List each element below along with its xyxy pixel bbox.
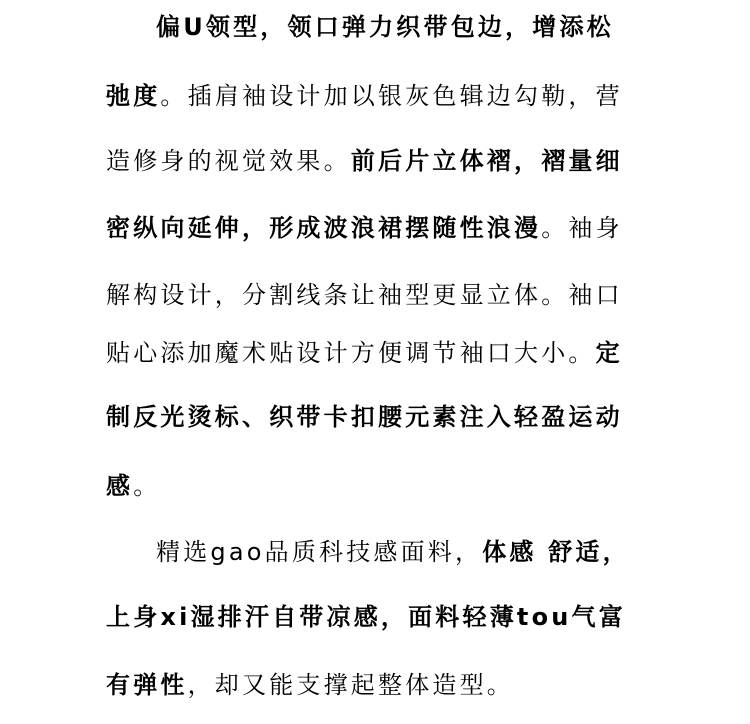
regular-text: ，却又能支撑起整体造型。 bbox=[187, 671, 515, 699]
bold-text: 感 bbox=[106, 472, 134, 500]
regular-text: 贴心添加魔术贴设计方便调节袖口大小。 bbox=[106, 339, 596, 367]
bold-text: 密纵向延伸，形成波浪裙摆随性浪漫 bbox=[106, 214, 542, 242]
text-line bbox=[106, 212, 750, 244]
bold-text: 制反光烫标、织带卡扣腰元素注入轻盈运动 bbox=[106, 403, 623, 431]
text-line bbox=[156, 536, 750, 568]
text-line bbox=[106, 601, 750, 633]
bold-text: 定 bbox=[595, 339, 623, 367]
bold-text: 前后片立体褶，褶量细 bbox=[350, 147, 623, 175]
text-line bbox=[106, 669, 750, 701]
text-line bbox=[106, 80, 750, 112]
regular-text: 造修身的视觉效果。 bbox=[106, 147, 351, 175]
text-line bbox=[106, 470, 750, 502]
text-line bbox=[156, 11, 750, 43]
text-line bbox=[106, 401, 750, 433]
regular-text: 。 bbox=[133, 472, 161, 500]
regular-text: 精选gao品质科技感面料， bbox=[156, 538, 483, 566]
text-line bbox=[106, 145, 750, 177]
regular-text: 。袖身 bbox=[541, 214, 623, 242]
bold-text: 体感 舒适， bbox=[482, 538, 630, 566]
text-line bbox=[106, 337, 750, 369]
regular-text: 解构设计，分割线条让袖型更显立体。袖口 bbox=[106, 281, 623, 309]
regular-text: 。插肩袖设计加以银灰色辑边勾勒，营 bbox=[160, 82, 623, 110]
bold-text: 偏U领型，领口弹力织带包边，增添松 bbox=[156, 13, 614, 41]
bold-text: 弛度 bbox=[106, 82, 161, 110]
text-line bbox=[106, 279, 750, 311]
bold-text: 有弹性 bbox=[106, 671, 188, 699]
bold-text: 上身xi湿排汗自带凉感，面料轻薄tou气富 bbox=[106, 603, 626, 631]
